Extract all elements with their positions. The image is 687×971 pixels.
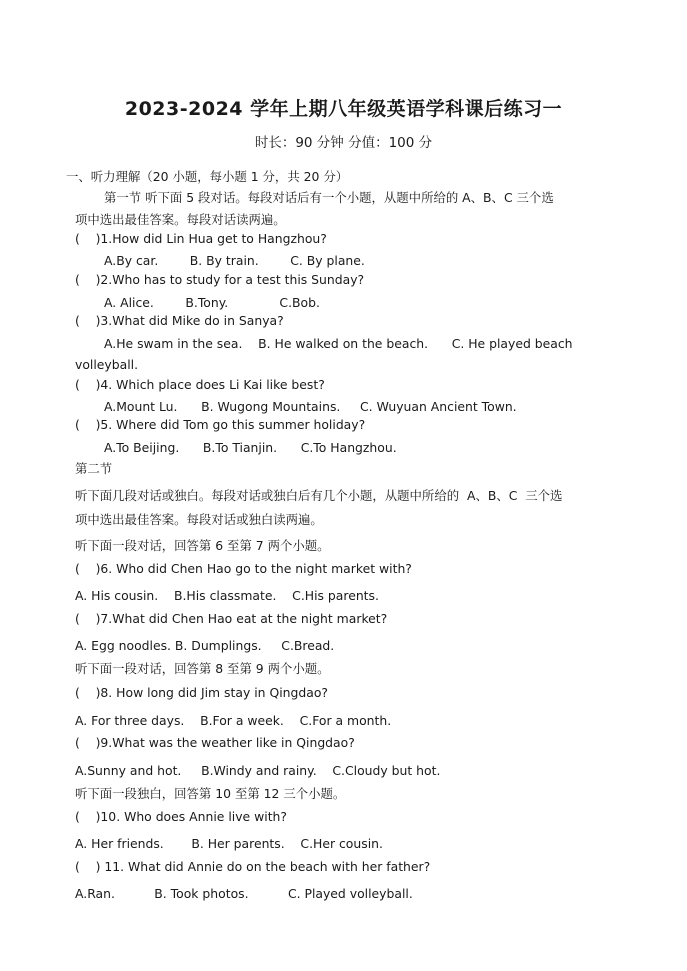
question-10: ( )10. Who does Annie live with? xyxy=(75,809,287,824)
dialog-2-intro: 听下面一段对话，回答第 8 至第 9 两个小题。 xyxy=(75,661,330,676)
question-5: ( )5. Where did Tom go this summer holiday? xyxy=(75,417,366,432)
question-1-options: A.By car. B. By train. C. By plane. xyxy=(104,253,365,268)
question-2: ( )2.Who has to study for a test this Sunday? xyxy=(75,272,365,287)
question-6: ( )6. Who did Chen Hao go to the night market with? xyxy=(75,561,412,576)
question-6-options: A. His cousin. B.His classmate. C.His parents. xyxy=(75,588,379,603)
dialog-1-intro: 听下面一段对话，回答第 6 至第 7 两个小题。 xyxy=(75,538,330,553)
question-9: ( )9.What was the weather like in Qingdao? xyxy=(75,735,355,750)
question-11-options: A.Ran. B. Took photos. C. Played volleyball. xyxy=(75,886,413,901)
page-title: 2023-2024 学年上期八年级英语学科课后练习一 xyxy=(124,98,563,120)
question-11: ( ) 11. What did Annie do on the beach with her father? xyxy=(75,859,431,874)
part2-intro-line2: 项中选出最佳答案。每段对话或独白读两遍。 xyxy=(75,512,323,527)
question-9-options: A.Sunny and hot. B.Windy and rainy. C.Cloudy but hot. xyxy=(75,763,441,778)
monologue-intro: 听下面一段独白，回答第 10 至第 12 三个小题。 xyxy=(75,786,346,801)
question-7-options: A. Egg noodles. B. Dumplings. C.Bread. xyxy=(75,638,335,653)
part1-intro-line2: 项中选出最佳答案。每段对话读两遍。 xyxy=(75,212,286,227)
question-4-options: A.Mount Lu. B. Wugong Mountains. C. Wuyuan Ancient Town. xyxy=(104,399,517,414)
question-3: ( )3.What did Mike do in Sanya? xyxy=(75,313,284,328)
question-7: ( )7.What did Chen Hao eat at the night market? xyxy=(75,611,388,626)
question-8-options: A. For three days. B.For a week. C.For a month. xyxy=(75,713,392,728)
part2-intro-line1: 听下面几段对话或独白。每段对话或独白后有几个小题，从题中所给的 A、B、C 三个选 xyxy=(75,488,563,503)
question-3-options: A.He swam in the sea. B. He walked on the beach. C. He played beach xyxy=(104,336,573,351)
part2-label: 第二节 xyxy=(75,461,113,476)
question-2-options: A. Alice. B.Tony. C.Bob. xyxy=(104,295,320,310)
section-heading: 一、听力理解（20 小题，每小题 1 分，共 20 分） xyxy=(66,169,349,184)
part1-intro-line1: 第一节 听下面 5 段对话。每段对话后有一个小题，从题中所给的 A、B、C 三个选 xyxy=(104,190,554,205)
question-8: ( )8. How long did Jim stay in Qingdao? xyxy=(75,685,328,700)
page-subtitle: 时长：90 分钟 分值：100 分 xyxy=(254,135,433,151)
question-4: ( )4. Which place does Li Kai like best? xyxy=(75,377,325,392)
question-3-options-cont: volleyball. xyxy=(75,357,139,372)
question-5-options: A.To Beijing. B.To Tianjin. C.To Hangzhou. xyxy=(104,440,397,455)
question-10-options: A. Her friends. B. Her parents. C.Her cousin. xyxy=(75,836,383,851)
question-1: ( )1.How did Lin Hua get to Hangzhou? xyxy=(75,231,327,246)
